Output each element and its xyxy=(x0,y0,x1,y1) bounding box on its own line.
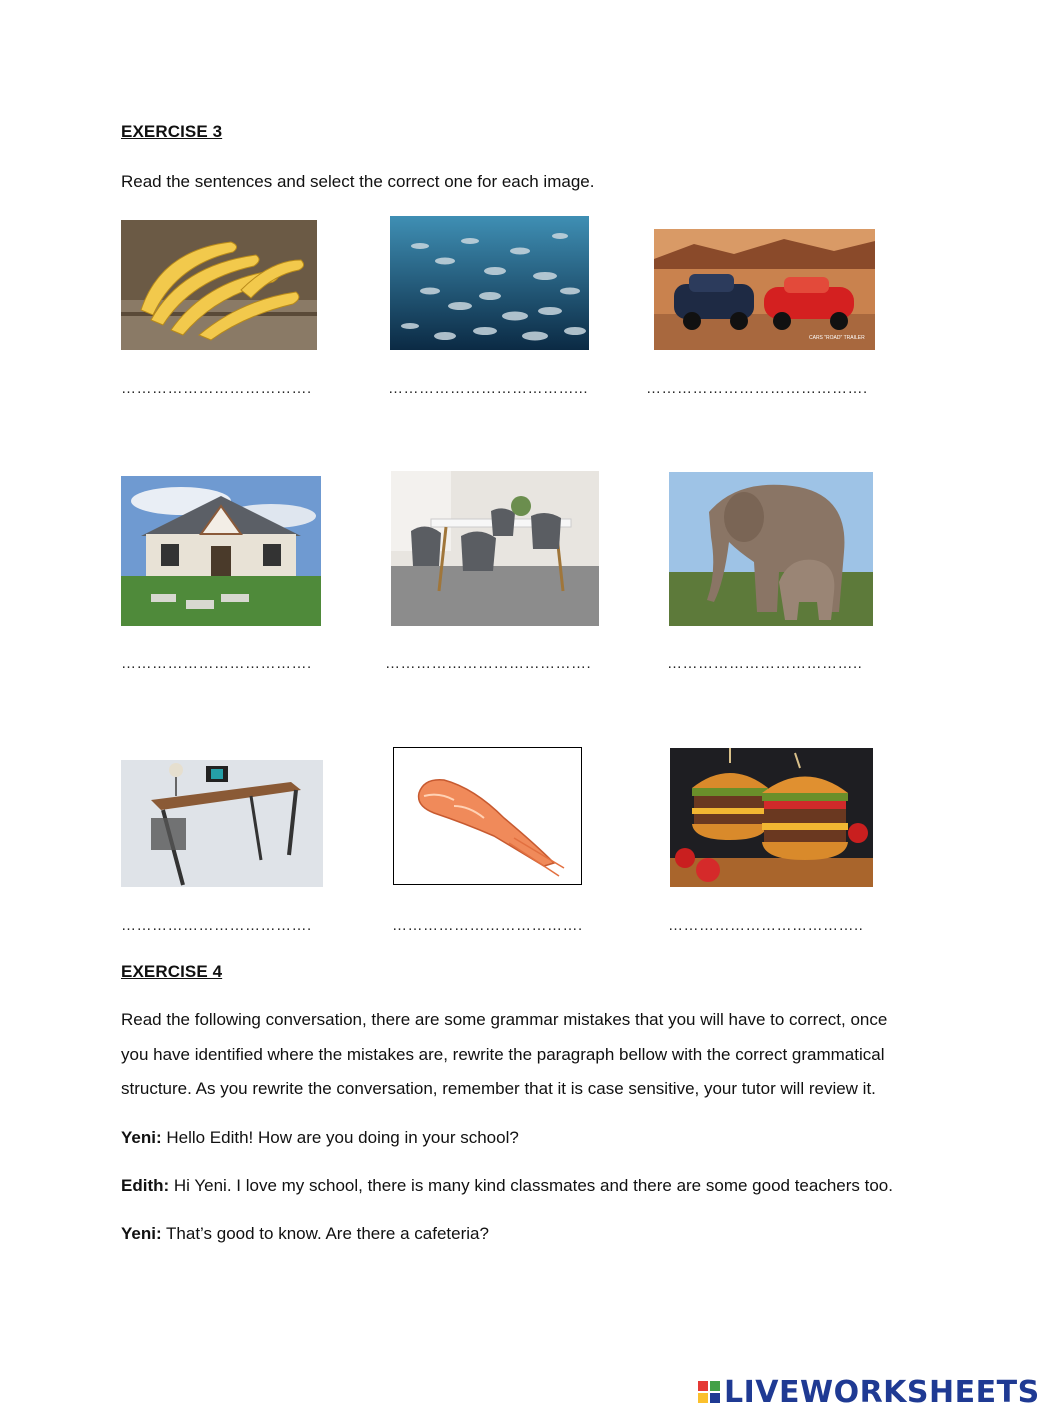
answer-blank-1[interactable]: ………………………………. xyxy=(121,380,312,397)
cars-caption: CARS "ROAD" TRAILER xyxy=(809,335,865,341)
fish-school-image xyxy=(390,216,589,350)
answer-blank-2[interactable]: ………………………………... xyxy=(388,380,589,397)
instruction-line-2: you have identified where the mistakes are, rewrite the paragraph bellow with the correct grammatical xyxy=(121,1044,885,1064)
answer-blank-7[interactable]: ………………………………. xyxy=(121,917,312,934)
exercise-3-instruction: Read the sentences and select the correct one for each image. xyxy=(121,172,595,191)
dialogue-line-3 xyxy=(121,1224,489,1244)
dialogue-line-2 xyxy=(121,1176,893,1196)
answer-blank-5[interactable]: …………………………………. xyxy=(385,655,592,672)
dialogue-text: Hi Yeni. I love my school, there is many kind classmates and there are some good teachers too. xyxy=(169,1176,893,1195)
answer-blank-8[interactable]: ………………………………. xyxy=(392,917,583,934)
dining-table-image xyxy=(391,471,599,626)
answer-blank-6[interactable]: ……………………………….. xyxy=(667,655,863,672)
instruction-line-1: Read the following conversation, there are some grammar mistakes that you will have to correct, once xyxy=(121,1010,888,1029)
dialogue-text: Hello Edith! How are you doing in your school? xyxy=(161,1128,519,1147)
liveworksheets-logo-text[interactable]: LIVEWORKSHEETS xyxy=(724,1375,1040,1410)
answer-blank-9[interactable]: ……………………………….. xyxy=(668,917,864,934)
dialogue-line-1 xyxy=(121,1128,519,1148)
bananas-image xyxy=(121,220,317,350)
shrimp-image xyxy=(393,747,582,885)
elephants-image xyxy=(669,472,873,626)
cars-image xyxy=(654,229,875,350)
exercise-4-heading: EXERCISE 4 xyxy=(121,962,223,981)
speaker-label: Yeni: xyxy=(121,1128,162,1147)
instruction-line-3: structure. As you rewrite the conversation, remember that it is case sensitive, your tutor will review it. xyxy=(121,1079,876,1098)
answer-blank-3[interactable]: ……………………………………. xyxy=(646,380,868,397)
speaker-label: Edith: xyxy=(121,1176,170,1195)
dialogue-text: That’s good to know. Are there a cafeteria? xyxy=(161,1224,489,1243)
exercise-3-heading: EXERCISE 3 xyxy=(121,122,223,141)
liveworksheets-logo-icon xyxy=(698,1381,720,1403)
answer-blank-4[interactable]: ………………………………. xyxy=(121,655,312,672)
house-image xyxy=(121,476,321,626)
exercise-4-instruction xyxy=(121,1003,911,1107)
desk-image xyxy=(121,760,323,887)
burgers-image xyxy=(670,748,873,887)
speaker-label: Yeni: xyxy=(121,1224,162,1243)
